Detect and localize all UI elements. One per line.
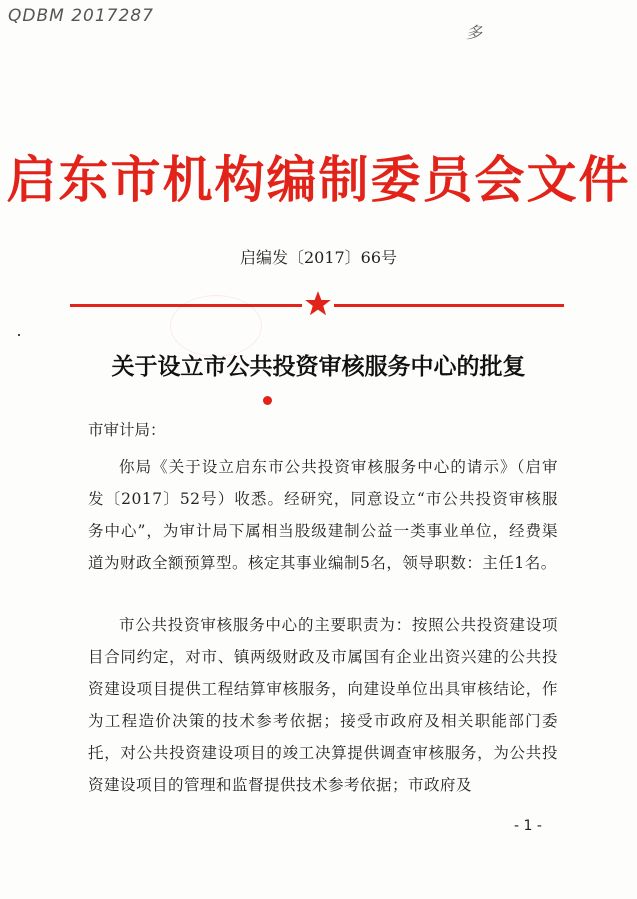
paragraph-1: 你局《关于设立启东市公共投资审核服务中心的请示》（启审发〔2017〕52号）收悉。经研究，同意设立“市公共投资审核服务中心”，为审计局下属相当股级建制公益一类事业单位，经费渠道为财政全额预算型。核定其事业编制5名，领导职数：主任1名。 — [88, 458, 558, 572]
agency-title: 启东市机构编制委员会文件 — [6, 150, 631, 209]
scan-speck — [18, 334, 20, 336]
red-seal-dot — [263, 396, 272, 405]
red-star-icon — [304, 290, 332, 318]
addressee: 市审计局： — [88, 421, 166, 439]
handwritten-mark: 多 — [466, 23, 483, 42]
handwritten-archive-code: QDBM 2017287 — [8, 6, 154, 26]
document-subject: 关于设立市公共投资审核服务中心的批复 — [111, 353, 526, 380]
document-number: 启编发〔2017〕66号 — [239, 248, 398, 267]
paragraph-2: 市公共投资审核服务中心的主要职责为：按照公共投资建设项目合同约定，对市、镇两级财政及市属国有企业出资兴建的公共投资建设项目提供工程结算审核服务，向建设单位出具审核结论，作为工程造价决策的技术参考依据；接受市政府及相关职能部门委托，对公共投资建设项目的竣工决算提供调查审核服务，为公共投资建设项目的管理和监督提供技术参考依据；市政府及 — [88, 616, 558, 794]
page-number: - 1 - — [514, 818, 542, 834]
red-rule-right — [334, 304, 564, 307]
